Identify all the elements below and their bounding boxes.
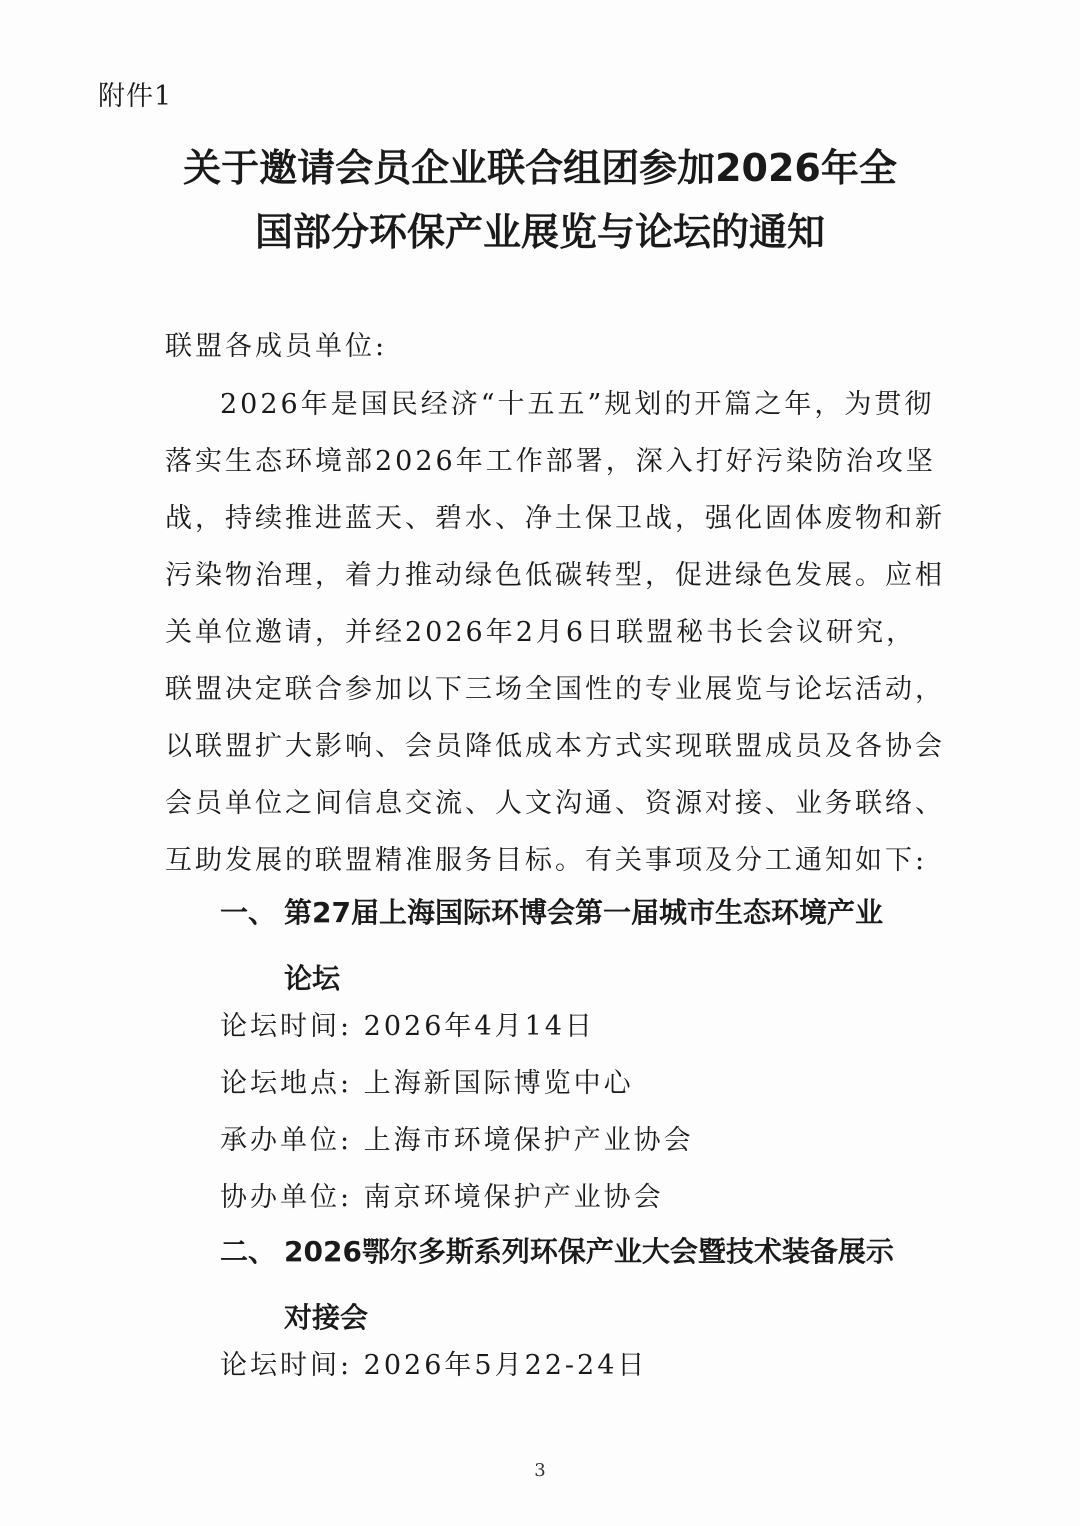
section-1-co-host: 协办单位: 南京环境保护产业协会 — [220, 1182, 664, 1213]
body-line: 落实生态环境部2026年工作部署，深入打好污染防治攻坚 — [165, 446, 936, 477]
body-paragraph — [165, 376, 945, 889]
section-1-location: 论坛地点: 上海新国际博览中心 — [220, 1068, 634, 1099]
section-2-heading — [220, 1219, 894, 1351]
section-1-time: 论坛时间: 2026年4月14日 — [220, 1011, 595, 1042]
attachment-label: 附件1 — [98, 81, 173, 112]
body-line: 互助发展的联盟精准服务目标。有关事项及分工通知如下: — [165, 845, 928, 876]
body-line: 会员单位之间信息交流、人文沟通、资源对接、业务联络、 — [165, 788, 945, 819]
body-line: 2026年是国民经济“十五五”规划的开篇之年，为贯彻 — [220, 389, 935, 420]
body-line: 联盟决定联合参加以下三场全国性的专业展览与论坛活动， — [165, 674, 945, 705]
section-2-title-line-2: 对接会 — [284, 1301, 369, 1334]
document-title — [140, 136, 940, 264]
section-2-number: 二、 — [220, 1235, 277, 1268]
body-line: 关单位邀请，并经2026年2月6日联盟秘书长会议研究， — [165, 617, 917, 648]
title-line-2: 国部分环保产业展览与论坛的通知 — [254, 210, 825, 254]
section-2-time: 论坛时间: 2026年5月22-24日 — [220, 1350, 648, 1381]
body-line: 污染物治理，着力推动绿色低碳转型，促进绿色发展。应相 — [165, 560, 945, 591]
body-line: 以联盟扩大影响、会员降低成本方式实现联盟成员及各协会 — [165, 731, 945, 762]
salutation: 联盟各成员单位: — [165, 331, 388, 362]
section-1-host: 承办单位: 上海市环境保护产业协会 — [220, 1125, 694, 1156]
body-line: 战，持续推进蓝天、碧水、净土保卫战，强化固体废物和新 — [165, 503, 945, 534]
section-1-heading — [220, 880, 883, 1012]
page-number: 3 — [534, 1460, 546, 1481]
section-1-title-line-2: 论坛 — [284, 962, 341, 995]
section-1-title-line-1: 第27届上海国际环博会第一届城市生态环境产业 — [284, 896, 883, 929]
title-line-1: 关于邀请会员企业联合组团参加2026年全 — [183, 146, 897, 190]
section-1-number: 一、 — [220, 896, 277, 929]
section-2-title-line-1: 2026鄂尔多斯系列环保产业大会暨技术装备展示 — [284, 1235, 894, 1268]
